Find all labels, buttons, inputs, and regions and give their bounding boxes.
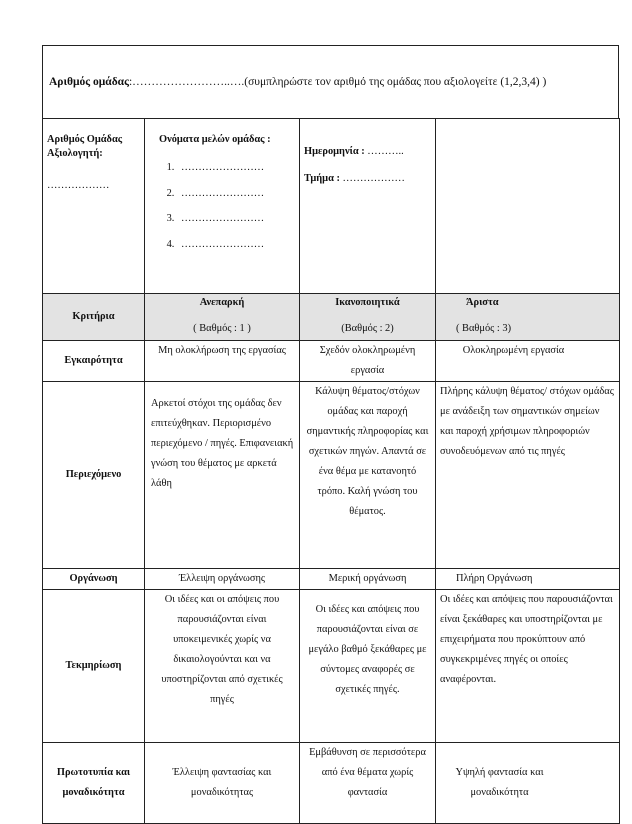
criterion-cell-level2: Οι ιδέες και απόψεις που παρουσιάζονται είναι σε μεγάλο βαθμό ξεκάθαρες με σύντομες αναφορές σε σχετικές πηγές. bbox=[300, 590, 436, 743]
group-number-line bbox=[42, 45, 619, 118]
group-number-label: Αριθμός ομάδας bbox=[49, 76, 129, 88]
blank-header-cell bbox=[436, 119, 620, 294]
criterion-row-documentation bbox=[43, 590, 620, 743]
date-value: ……….. bbox=[367, 146, 404, 157]
members-label: Ονόματα μελών ομάδας : bbox=[159, 134, 271, 145]
criterion-row-organization bbox=[43, 569, 620, 590]
criterion-name: Περιεχόμενο bbox=[43, 382, 145, 569]
criterion-cell-level3: Πλήρη Οργάνωση bbox=[436, 569, 620, 590]
member-entry-2: 2. …………………… bbox=[177, 181, 295, 207]
rubric-table bbox=[42, 118, 620, 824]
members-cell bbox=[145, 119, 300, 294]
level-satisfactory bbox=[300, 294, 436, 341]
evaluator-label: Αριθμός Ομάδας Αξιολογητή: bbox=[47, 134, 123, 159]
level-satisfactory-grade: (Βαθμός : 2) bbox=[341, 323, 394, 334]
level-insufficient bbox=[145, 294, 300, 341]
group-number-text bbox=[49, 76, 546, 88]
criterion-cell-level2: Σχεδόν ολοκληρωμένη εργασία bbox=[300, 341, 436, 382]
criterion-name: Οργάνωση bbox=[43, 569, 145, 590]
criterion-cell-level2: Εμβάθυνση σε περισσότερα από ένα θέματα χωρίς φαντασία bbox=[300, 743, 436, 824]
level-excellent-grade: ( Βαθμός : 3) bbox=[456, 323, 512, 334]
level-insufficient-name: Ανεπαρκή bbox=[199, 297, 245, 308]
level-insufficient-grade: ( Βαθμός : 1 ) bbox=[193, 323, 251, 334]
criterion-cell-level3: Οι ιδέες και απόψεις που παρουσιάζονται είναι ξεκάθαρες και υποστηρίζονται με επιχειρήματα που προκύπτουν από συγκεκριμένες πηγές οι οποίες αναφέρονται. bbox=[436, 590, 620, 743]
criterion-row-timeliness bbox=[43, 341, 620, 382]
criterion-cell-level3: Ολοκληρωμένη εργασία bbox=[436, 341, 620, 382]
members-list bbox=[177, 155, 295, 257]
dept-label: Τμήμα : bbox=[304, 173, 340, 184]
criteria-header-row bbox=[43, 294, 620, 341]
level-excellent bbox=[436, 294, 620, 341]
criterion-cell-level1: Μη ολοκλήρωση της εργασίας bbox=[145, 341, 300, 382]
member-entry-4: 4. …………………… bbox=[177, 232, 295, 258]
level-satisfactory-name: Ικανοποιητικά bbox=[335, 297, 400, 308]
member-entry-1: 1. …………………… bbox=[177, 155, 295, 181]
evaluator-cell bbox=[43, 119, 145, 294]
group-number-instructions: :……………………..….(συμπληρώστε τον αριθμό της ομάδας που αξιολογείτε (1,2,3,4) ) bbox=[128, 76, 547, 88]
criterion-cell-level1: Οι ιδέες και οι απόψεις που παρουσιάζονται είναι υποκειμενικές χωρίς να δικαιολογούνται και να υποστηρίζονται από σχετικές πηγές bbox=[145, 590, 300, 743]
criterion-name: Εγκαιρότητα bbox=[43, 341, 145, 382]
criterion-cell-level1: Αρκετοί στόχοι της ομάδας δεν επιτεύχθηκαν. Περιορισμένο περιεχόμενο / πηγές. Επιφανειακή γνώση του θέματος με αρκετά λάθη bbox=[145, 382, 300, 569]
date-dept-cell bbox=[300, 119, 436, 294]
dept-value: ……………… bbox=[342, 173, 405, 184]
evaluator-value: ……………… bbox=[47, 180, 110, 191]
criterion-cell-level2: Κάλυψη θέματος/στόχων ομάδας και παροχή σημαντικής πληροφορίας και σχετικών πηγών. Απαντά σε ένα θέμα με κατανοητό τρόπο. Καλή γνώση του θέματος. bbox=[300, 382, 436, 569]
criterion-name: Πρωτοτυπία και μοναδικότητα bbox=[43, 743, 145, 824]
criterion-cell-level3: Πλήρης κάλυψη θέματος/ στόχων ομάδας με ανάδειξη των σημαντικών σημείων και παροχή χρήσιμων πληροφοριών συνοδευόμενων από τις πηγές bbox=[436, 382, 620, 569]
date-label: Ημερομηνία : bbox=[304, 146, 365, 157]
member-entry-3: 3. …………………… bbox=[177, 206, 295, 232]
criterion-cell-level2: Μερική οργάνωση bbox=[300, 569, 436, 590]
criterion-cell-level1: Έλλειψη οργάνωσης bbox=[145, 569, 300, 590]
criterion-row-content bbox=[43, 382, 620, 569]
criterion-name: Τεκμηρίωση bbox=[43, 590, 145, 743]
form-header-row bbox=[43, 119, 620, 294]
criterion-cell-level3: Υψηλή φαντασία και μοναδικότητα bbox=[436, 743, 620, 824]
criterion-row-originality bbox=[43, 743, 620, 824]
criteria-label: Κριτήρια bbox=[43, 294, 145, 341]
criterion-cell-level1: Έλλειψη φαντασίας και μοναδικότητας bbox=[145, 743, 300, 824]
level-excellent-name: Άριστα bbox=[466, 297, 499, 308]
